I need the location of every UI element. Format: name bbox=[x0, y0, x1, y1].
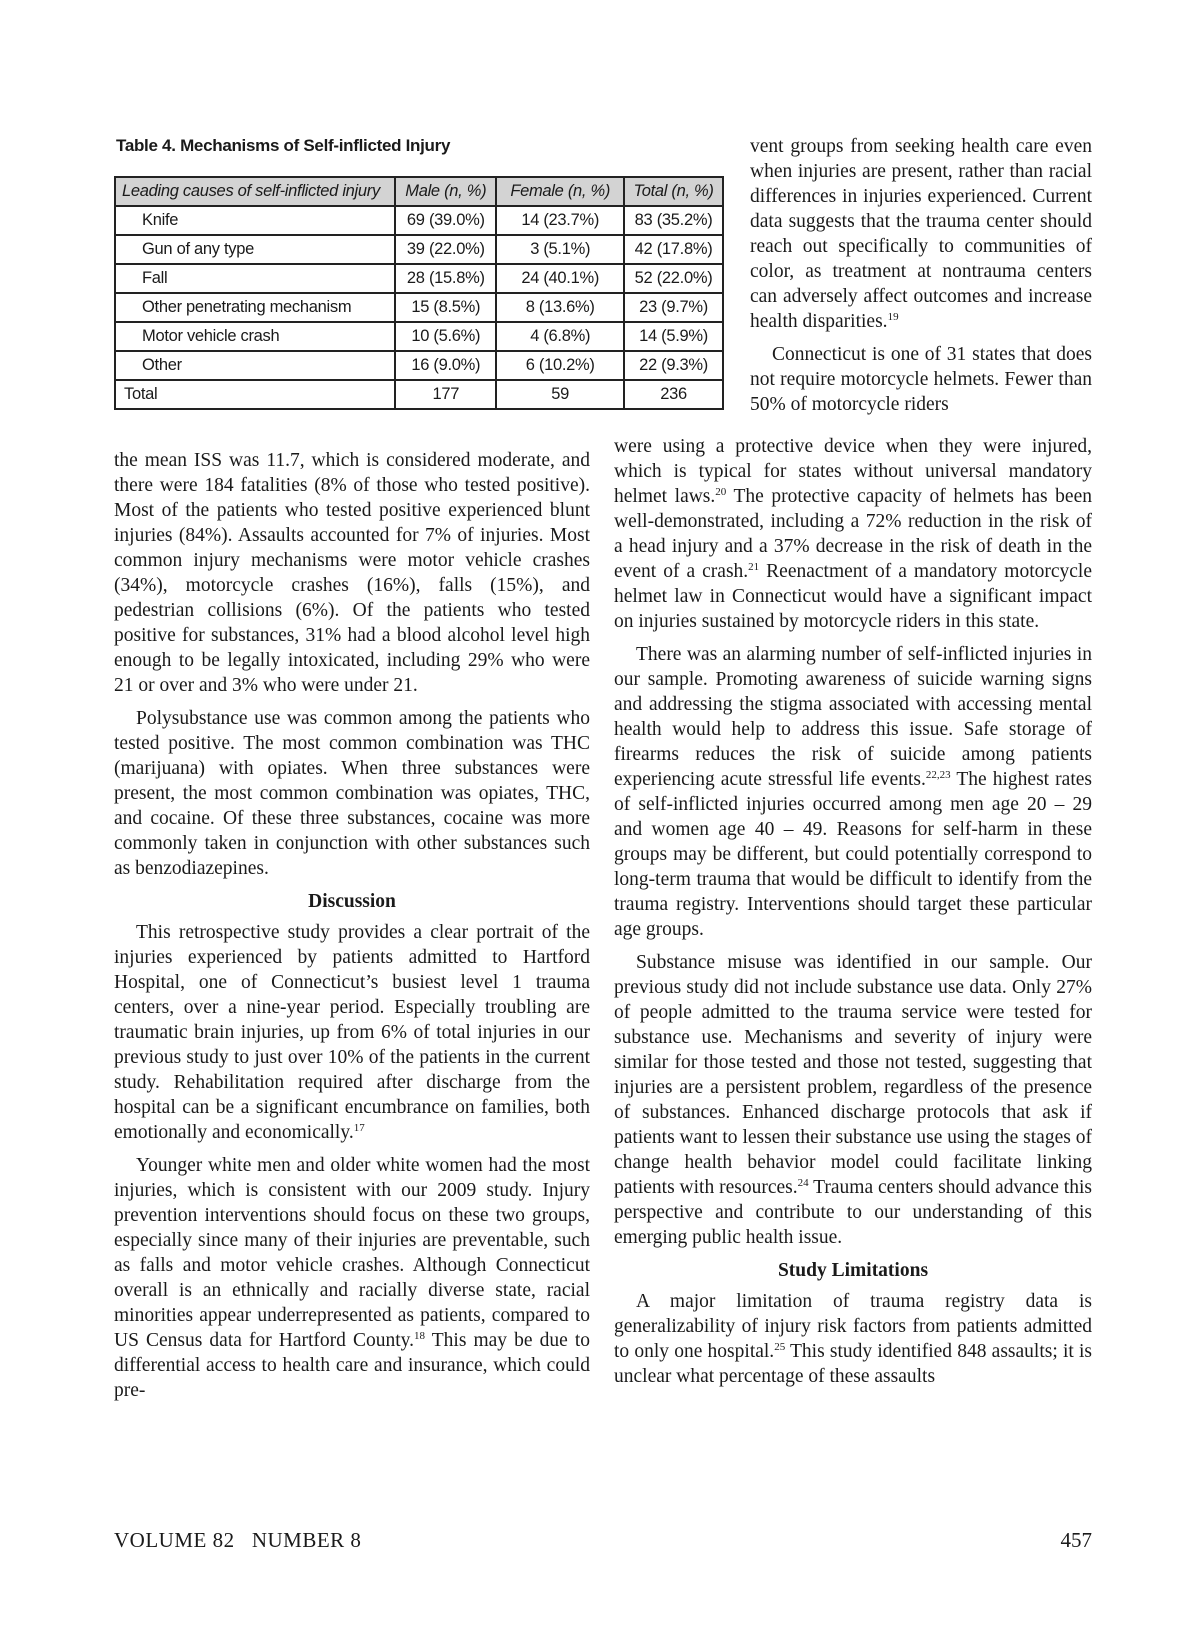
cell-female: 4 (6.8%) bbox=[496, 322, 624, 351]
cell-total: 83 (35.2%) bbox=[624, 206, 723, 235]
cell-female: 3 (5.1%) bbox=[496, 235, 624, 264]
right-column bbox=[614, 434, 1092, 1397]
cell-male: 39 (22.0%) bbox=[395, 235, 496, 264]
paragraph: vent groups from seeking health care even when injuries are present, rather than racial differences in injuries experienced. Current data suggests that the trauma center should reach out specifically to communities of color, as treatment at nontrauma centers can adversely affect outcomes and increase health disparities.$^{19}$ bbox=[750, 136, 1092, 332]
paragraph: Connecticut is one of 31 states that does not require motorcycle helmets. Fewer than 50% of motorcycle riders bbox=[750, 344, 1092, 415]
table-row bbox=[115, 322, 723, 351]
row-label: Gun of any type bbox=[115, 235, 395, 264]
table-row bbox=[115, 293, 723, 322]
cell-male: 16 (9.0%) bbox=[395, 351, 496, 380]
paragraph: were using a protective device when they were injured, which is typical for states without universal mandatory helmet laws.$^{20}$ The protective capacity of helmets has been well-demonstrated, including a 72% reduction in the risk of a head injury and a 37% decrease in the risk of death in the event of a crash.$^{21}$ Reenactment of a mandatory motorcycle helmet law in Connecticut would have a significant impact on injuries sustained by motorcycle riders in this state. bbox=[614, 436, 1092, 632]
mechanisms-table bbox=[114, 176, 724, 410]
cell-female: 24 (40.1%) bbox=[496, 264, 624, 293]
section-heading-discussion: Discussion bbox=[308, 891, 396, 912]
citation: 19 bbox=[887, 311, 899, 323]
header-cause: Leading causes of self-inflicted injury bbox=[115, 177, 395, 206]
cell-male: 15 (8.5%) bbox=[395, 293, 496, 322]
right-column-top bbox=[750, 134, 1092, 425]
total-female: 59 bbox=[496, 380, 624, 409]
cell-total: 14 (5.9%) bbox=[624, 322, 723, 351]
section-heading-limitations: Study Limitations bbox=[777, 1260, 929, 1281]
citation: 21 bbox=[748, 561, 760, 573]
cell-male: 69 (39.0%) bbox=[395, 206, 496, 235]
header-male: Male (n, %) bbox=[395, 177, 496, 206]
citation: 24 bbox=[797, 1177, 809, 1189]
cell-female: 14 (23.7%) bbox=[496, 206, 624, 235]
cell-total: 52 (22.0%) bbox=[624, 264, 723, 293]
total-male: 177 bbox=[395, 380, 496, 409]
cell-female: 6 (10.2%) bbox=[496, 351, 624, 380]
citation: 20 bbox=[715, 486, 727, 498]
paragraph: the mean ISS was 11.7, which is considered moderate, and there were 184 fatalities (8% of those who tested positive). Most of the patients who tested positive experienced blunt injuries (84%). Assaults accounted for 7% of injuries. Most common injury mechanisms were motor vehicle crashes (34%), motorcycle crashes (16%), falls (15%), and pedestrian collisions (6%). Of the patients who tested positive for substances, 31% had a blood alcohol level high enough to be legally intoxicated, including 29% who were 21 or over and 3% who were under 21. bbox=[114, 450, 590, 696]
header-total: Total (n, %) bbox=[624, 177, 723, 206]
cell-total: 42 (17.8%) bbox=[624, 235, 723, 264]
total-label: Total bbox=[115, 380, 395, 409]
citation: 25 bbox=[774, 1341, 786, 1353]
paragraph: There was an alarming number of self-inflicted injuries in our sample. Promoting awareness of suicide warning signs and addressing the stigma associated with accessing mental health would help to address this issue. Safe storage of firearms reduces the risk of suicide among patients experiencing acute stressful life events.$^{22,23}$ The highest rates of self-inflicted injuries occurred among men age 20 – 29 and women age 40 – 49. Reasons for self-harm in these groups may be different, but could potentially correspond to long-term trauma that would be difficult to identify from the trauma registry. Interventions should target these particular age groups. bbox=[614, 644, 1092, 940]
paragraph: Polysubstance use was common among the patients who tested positive. The most common combination was THC (marijuana) with opiates. When three substances were present, the most common combination was opiates, THC, and cocaine. Of these three substances, cocaine was more commonly taken in conjunction with other substances such as benzodiazepines. bbox=[114, 708, 590, 879]
cell-male: 10 (5.6%) bbox=[395, 322, 496, 351]
citation: 17 bbox=[353, 1122, 365, 1134]
page-number: 457 bbox=[1060, 1528, 1092, 1552]
journal-volume: VOLUME 82 NUMBER 8 bbox=[114, 1528, 362, 1552]
cell-total: 23 (9.7%) bbox=[624, 293, 723, 322]
citation: 22,23 bbox=[925, 769, 951, 781]
table-row bbox=[115, 235, 723, 264]
total-all: 236 bbox=[624, 380, 723, 409]
table-row bbox=[115, 206, 723, 235]
citation: 18 bbox=[414, 1330, 426, 1342]
row-label: Other penetrating mechanism bbox=[115, 293, 395, 322]
table-row bbox=[115, 264, 723, 293]
paragraph: This retrospective study provides a clear portrait of the injuries experienced by patients admitted to Hartford Hospital, one of Connecticut’s busiest level 1 trauma centers, over a nine-year period. Especially troubling are traumatic brain injuries, up from 6% of total injuries in our previous study to just over 10% of the patients in the current study. Rehabilitation required after discharge from the hospital can be a significant encumbrance on families, both emotionally and economically.$^{17}$ bbox=[114, 922, 590, 1143]
table-title: Table 4. Mechanisms of Self-inflicted Injury bbox=[116, 136, 451, 155]
row-label: Knife bbox=[115, 206, 395, 235]
paragraph: Substance misuse was identified in our sample. Our previous study did not include substance use data. Only 27% of people admitted to the trauma service were tested for substance use. Mechanisms and severity of injury were similar for those tested and those not tested, suggesting that injuries are a persistent problem, regardless of the presence of substances. Enhanced discharge protocols that ask if patients want to lessen their substance use using the stages of change health behavior model could facilitate linking patients with resources.$^{24}$ Trauma centers should advance this perspective and contribute to our understanding of this emerging public health issue. bbox=[614, 952, 1092, 1248]
row-label: Fall bbox=[115, 264, 395, 293]
row-label: Other bbox=[115, 351, 395, 380]
cell-total: 22 (9.3%) bbox=[624, 351, 723, 380]
cell-female: 8 (13.6%) bbox=[496, 293, 624, 322]
table-header-row bbox=[115, 177, 723, 206]
header-female: Female (n, %) bbox=[496, 177, 624, 206]
row-label: Motor vehicle crash bbox=[115, 322, 395, 351]
cell-male: 28 (15.8%) bbox=[395, 264, 496, 293]
table-total-row bbox=[115, 380, 723, 409]
paragraph: A major limitation of trauma registry data is generalizability of injury risk factors from patients admitted to only one hospital.$^{25}$ This study identified 848 assaults; it is unclear what percentage of these assaults bbox=[614, 1291, 1092, 1387]
table-row bbox=[115, 351, 723, 380]
paragraph: Younger white men and older white women had the most injuries, which is consistent with our 2009 study. Injury prevention interventions should focus on these two groups, especially since many of their injuries are preventable, such as falls and motor vehicle crashes. Although Connecticut overall is an ethnically and racially diverse state, racial minorities appear underrepresented as patients, compared to US Census data for Hartford County.$^{18}$ This may be due to differential access to health care and insurance, which could pre- bbox=[114, 1155, 590, 1401]
left-column bbox=[114, 448, 590, 1411]
